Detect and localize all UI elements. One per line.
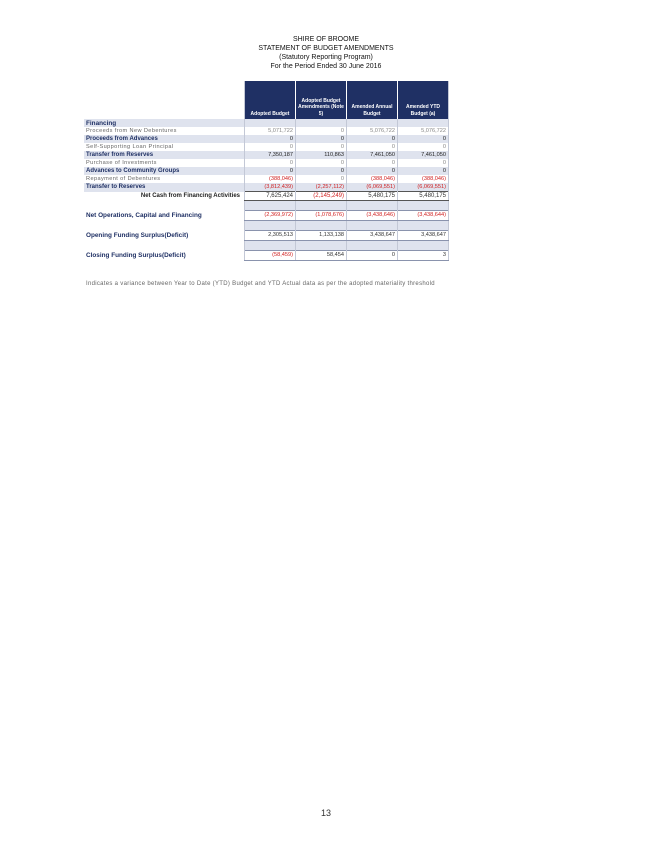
- row-value: 0: [398, 135, 449, 143]
- row-value: (1,078,676): [296, 211, 347, 221]
- row-value: 0: [296, 135, 347, 143]
- column-header-row: [84, 81, 449, 119]
- row-value: 0: [296, 159, 347, 167]
- row-label: Net Operations, Capital and Financing: [86, 212, 202, 219]
- row-value: (58,459): [245, 251, 296, 261]
- row-value: 0: [245, 135, 296, 143]
- row-value: (2,257,112): [296, 183, 347, 192]
- report-header: [0, 35, 652, 71]
- row-label: Advances to Community Groups: [84, 167, 245, 175]
- row-value: (3,812,439): [245, 183, 296, 192]
- section-row: [84, 119, 449, 127]
- table-row: [84, 159, 449, 167]
- page-number: 13: [320, 808, 331, 818]
- budget-table: [84, 81, 449, 261]
- spacer-row: [84, 221, 449, 231]
- opening-surplus-row: [84, 231, 449, 241]
- table-row: [84, 135, 449, 143]
- col-header-amendments: Adopted Budget Amendments (Note 5): [296, 81, 347, 119]
- row-value: 3: [398, 251, 449, 261]
- statement-subtitle: (Statutory Reporting Program): [279, 54, 373, 61]
- col-header-adopted: Adopted Budget: [245, 81, 296, 119]
- section-title: Financing: [84, 119, 245, 127]
- row-value: 0: [245, 167, 296, 175]
- row-value: 0: [296, 167, 347, 175]
- row-value: (388,046): [398, 175, 449, 183]
- net-cash-row: [84, 192, 449, 201]
- row-value: 7,461,050: [398, 151, 449, 159]
- statement-title: STATEMENT OF BUDGET AMENDMENTS: [258, 45, 394, 52]
- col-header-amended-ytd: Amended YTD Budget (a): [398, 81, 449, 119]
- row-value: 0: [398, 167, 449, 175]
- row-value: 0: [296, 143, 347, 151]
- row-label: Opening Funding Surplus(Deficit): [86, 232, 189, 239]
- spacer-row: [84, 241, 449, 251]
- row-value: (6,069,551): [398, 183, 449, 192]
- net-operations-row: [84, 211, 449, 221]
- spacer-row: [84, 201, 449, 211]
- row-label: Proceeds from Advances: [84, 135, 245, 143]
- row-value: 0: [347, 251, 398, 261]
- row-label: Transfer to Reserves: [84, 183, 245, 192]
- council-name: SHIRE OF BROOME: [292, 36, 360, 43]
- table-row: [84, 183, 449, 192]
- closing-surplus-row: [84, 251, 449, 261]
- row-value: 5,076,722: [398, 127, 449, 135]
- row-value: 0: [347, 135, 398, 143]
- row-value: (2,369,972): [245, 211, 296, 221]
- row-value: 3,438,647: [398, 231, 449, 241]
- row-value: 0: [245, 159, 296, 167]
- row-label: Transfer from Reserves: [84, 151, 245, 159]
- table-row: [84, 167, 449, 175]
- table-row: [84, 143, 449, 151]
- header-blank: [84, 81, 245, 119]
- table-row: [84, 175, 449, 183]
- row-value: 0: [398, 159, 449, 167]
- row-label: Proceeds from New Debentures: [86, 127, 177, 134]
- row-value: 7,350,187: [245, 151, 296, 159]
- row-value: (3,438,646): [347, 211, 398, 221]
- row-value: (3,438,644): [398, 211, 449, 221]
- table-row: [84, 127, 449, 135]
- row-value: 7,461,050: [347, 151, 398, 159]
- row-value: 5,480,175: [398, 192, 449, 201]
- row-label: Self-Supporting Loan Principal: [86, 143, 174, 150]
- row-value: (6,069,551): [347, 183, 398, 192]
- row-value: 0: [296, 127, 347, 135]
- row-value: 0: [245, 143, 296, 151]
- row-value: 110,863: [296, 151, 347, 159]
- row-value: 0: [347, 159, 398, 167]
- row-value: 0: [347, 167, 398, 175]
- row-label: Repayment of Debentures: [86, 175, 161, 182]
- row-value: 3,438,647: [347, 231, 398, 241]
- period-label: For the Period Ended 30 June 2016: [270, 63, 382, 70]
- table-row: [84, 151, 449, 159]
- row-label: Closing Funding Surplus(Deficit): [86, 252, 186, 259]
- row-value: 0: [398, 143, 449, 151]
- row-value: 2,305,513: [245, 231, 296, 241]
- row-value: 1,133,138: [296, 231, 347, 241]
- row-value: 5,071,722: [245, 127, 296, 135]
- row-value: 5,480,175: [347, 192, 398, 201]
- row-value: (388,046): [347, 175, 398, 183]
- row-label: Net Cash from Financing Activities: [140, 192, 240, 199]
- row-value: 7,625,424: [245, 192, 296, 201]
- row-value: (388,046): [245, 175, 296, 183]
- row-value: 5,076,722: [347, 127, 398, 135]
- row-value: (2,145,249): [296, 192, 347, 201]
- col-header-amended-annual: Amended Annual Budget: [347, 81, 398, 119]
- row-value: 58,454: [296, 251, 347, 261]
- row-label: Purchase of Investments: [86, 159, 157, 166]
- row-value: 0: [347, 143, 398, 151]
- row-value: 0: [296, 175, 347, 183]
- materiality-note: Indicates a variance between Year to Date (YTD) Budget and YTD Actual data as per the adopted materiality threshold: [86, 281, 435, 287]
